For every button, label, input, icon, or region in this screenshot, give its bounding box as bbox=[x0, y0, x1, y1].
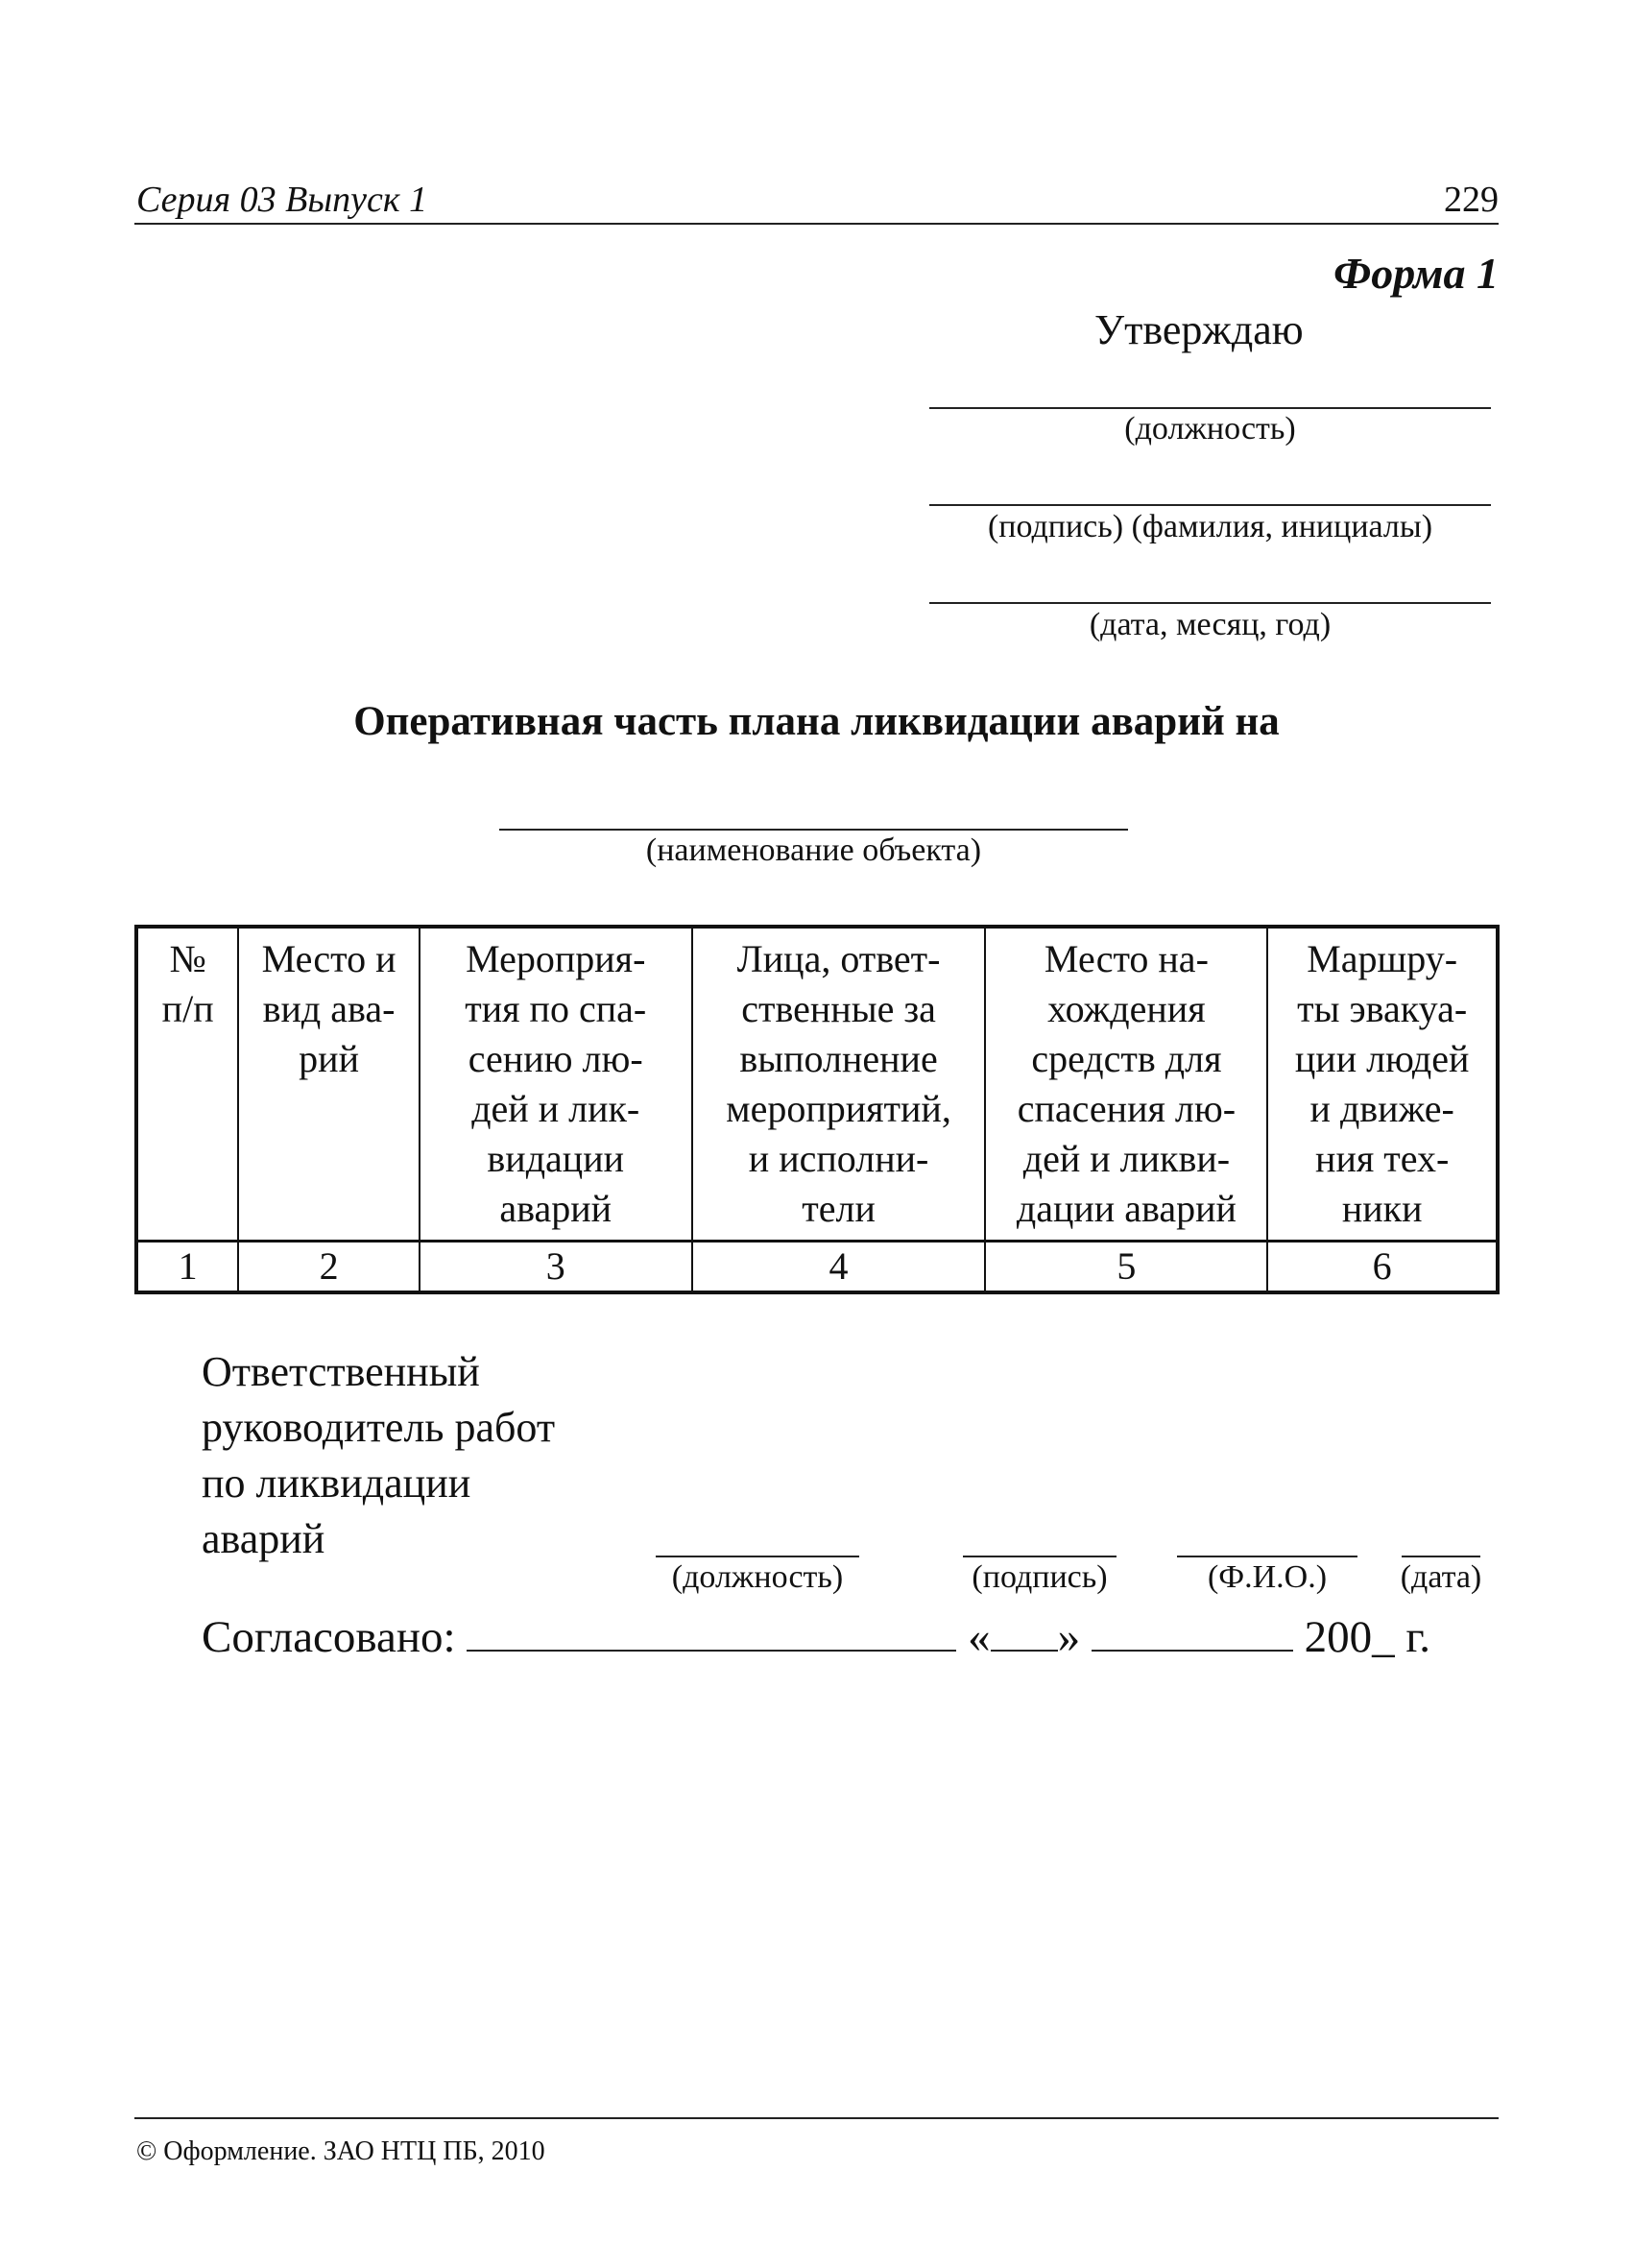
agreed-label: Согласовано: bbox=[202, 1612, 456, 1662]
header-number: № п/п bbox=[136, 927, 238, 1242]
table-header-row bbox=[136, 927, 1498, 1242]
header-responsible-persons: Лица, ответ- ственные за выполнение мероприятий, и исполни- тели bbox=[692, 927, 986, 1242]
column-number-row bbox=[136, 1242, 1498, 1293]
approve-word: Утверждаю bbox=[1094, 306, 1304, 353]
quote-open: « bbox=[968, 1612, 991, 1662]
manager-date-line bbox=[1402, 1556, 1480, 1557]
manager-date-caption: (дата) bbox=[1400, 1559, 1482, 1595]
quote-close: » bbox=[1057, 1612, 1081, 1662]
month-blank bbox=[1092, 1613, 1293, 1652]
header-rescue-means-location: Место на- хождения средств для спасения лю- дей и ликви- дации аварий bbox=[985, 927, 1267, 1242]
copyright-notice: © Оформление. ЗАО НТЦ ПБ, 2010 bbox=[136, 2136, 545, 2166]
column-number: 4 bbox=[692, 1242, 986, 1293]
position-caption: (должность) bbox=[1124, 411, 1296, 446]
date-caption: (дата, месяц, год) bbox=[1089, 607, 1332, 642]
manager-position-caption: (должность) bbox=[671, 1559, 844, 1595]
column-number: 5 bbox=[985, 1242, 1267, 1293]
form-label: Форма 1 bbox=[1333, 249, 1499, 298]
emergency-plan-table bbox=[134, 925, 1500, 1294]
manager-signature-caption: (подпись) bbox=[972, 1559, 1108, 1595]
column-number: 1 bbox=[136, 1242, 238, 1293]
column-number: 2 bbox=[238, 1242, 420, 1293]
page-number: 229 bbox=[1444, 180, 1499, 220]
date-line bbox=[929, 602, 1491, 604]
object-name-caption: (наименование объекта) bbox=[645, 832, 982, 868]
position-line bbox=[929, 407, 1491, 409]
manager-fio-line bbox=[1177, 1556, 1357, 1557]
header-divider bbox=[134, 223, 1499, 225]
column-number: 6 bbox=[1267, 1242, 1498, 1293]
series-issue: Серия 03 Выпуск 1 bbox=[136, 180, 428, 220]
manager-signature-line bbox=[963, 1556, 1117, 1557]
column-number: 3 bbox=[420, 1242, 692, 1293]
footer-divider bbox=[134, 2117, 1499, 2119]
object-name-line bbox=[499, 829, 1128, 831]
agreed-year: 200_ г. bbox=[1304, 1612, 1431, 1662]
header-evacuation-routes: Маршру- ты эвакуа- ции людей и движе- ния тех- ники bbox=[1267, 927, 1498, 1242]
header-measures: Мероприя- тия по спа- сению лю- дей и лик- видации аварий bbox=[420, 927, 692, 1242]
responsible-manager-label: Ответственный руководитель работ по ликвидации аварий bbox=[202, 1348, 556, 1562]
document-title: Оперативная часть плана ликвидации аварий на bbox=[353, 699, 1280, 744]
day-blank bbox=[991, 1613, 1058, 1652]
agreed-blank bbox=[467, 1613, 956, 1652]
signature-line bbox=[929, 504, 1491, 506]
agreed-row bbox=[202, 1611, 1430, 1663]
manager-position-line bbox=[656, 1556, 859, 1557]
signature-caption: (подпись) (фамилия, инициалы) bbox=[987, 509, 1433, 544]
header-place-type: Место и вид ава- рий bbox=[238, 927, 420, 1242]
manager-fio-caption: (Ф.И.О.) bbox=[1207, 1559, 1328, 1595]
